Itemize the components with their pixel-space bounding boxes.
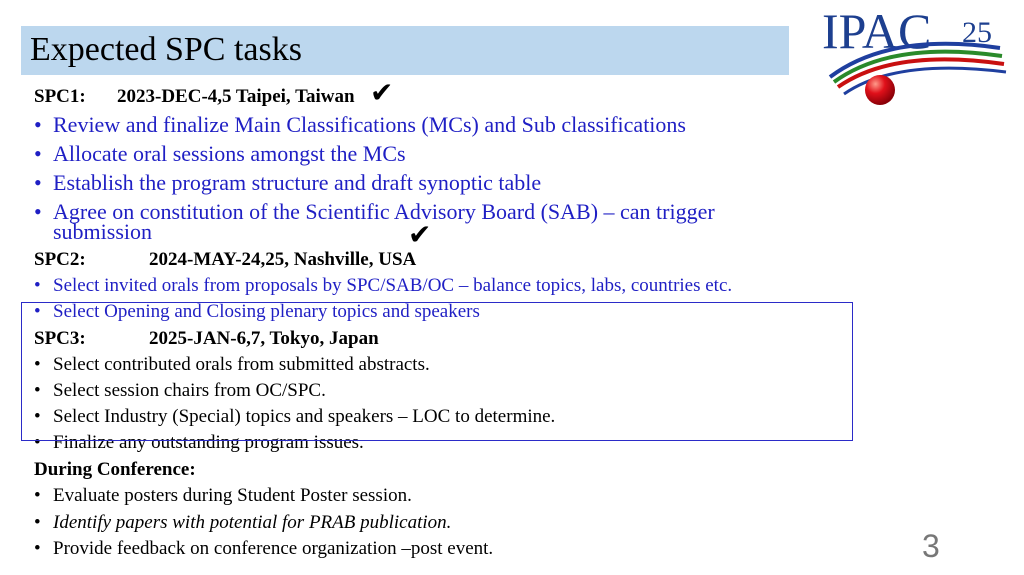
conference-heading: During Conference:	[34, 459, 196, 480]
spc3-date: 2025-JAN-6,7, Tokyo, Japan	[149, 328, 379, 349]
spc2-date: 2024-MAY-24,25, Nashville, USA	[149, 249, 417, 270]
slide-title: Expected SPC tasks	[30, 31, 302, 68]
spc1-heading	[34, 86, 355, 108]
logo-ball	[865, 75, 895, 105]
spc1-date: 2023-DEC-4,5 Taipei, Taiwan	[117, 86, 355, 107]
spc3-label: SPC3:	[34, 328, 86, 349]
ipac-logo	[820, 2, 1016, 114]
logo-text: IPAC	[822, 3, 932, 59]
page-number: 3	[922, 528, 940, 564]
check-icon: ✔	[370, 76, 394, 109]
highlight-box	[21, 302, 853, 441]
spc2-heading	[34, 249, 417, 271]
logo-number: 25	[962, 16, 992, 49]
check-icon: ✔	[408, 218, 432, 251]
spc1-label: SPC1:	[34, 86, 86, 107]
spc2-label: SPC2:	[34, 249, 86, 270]
